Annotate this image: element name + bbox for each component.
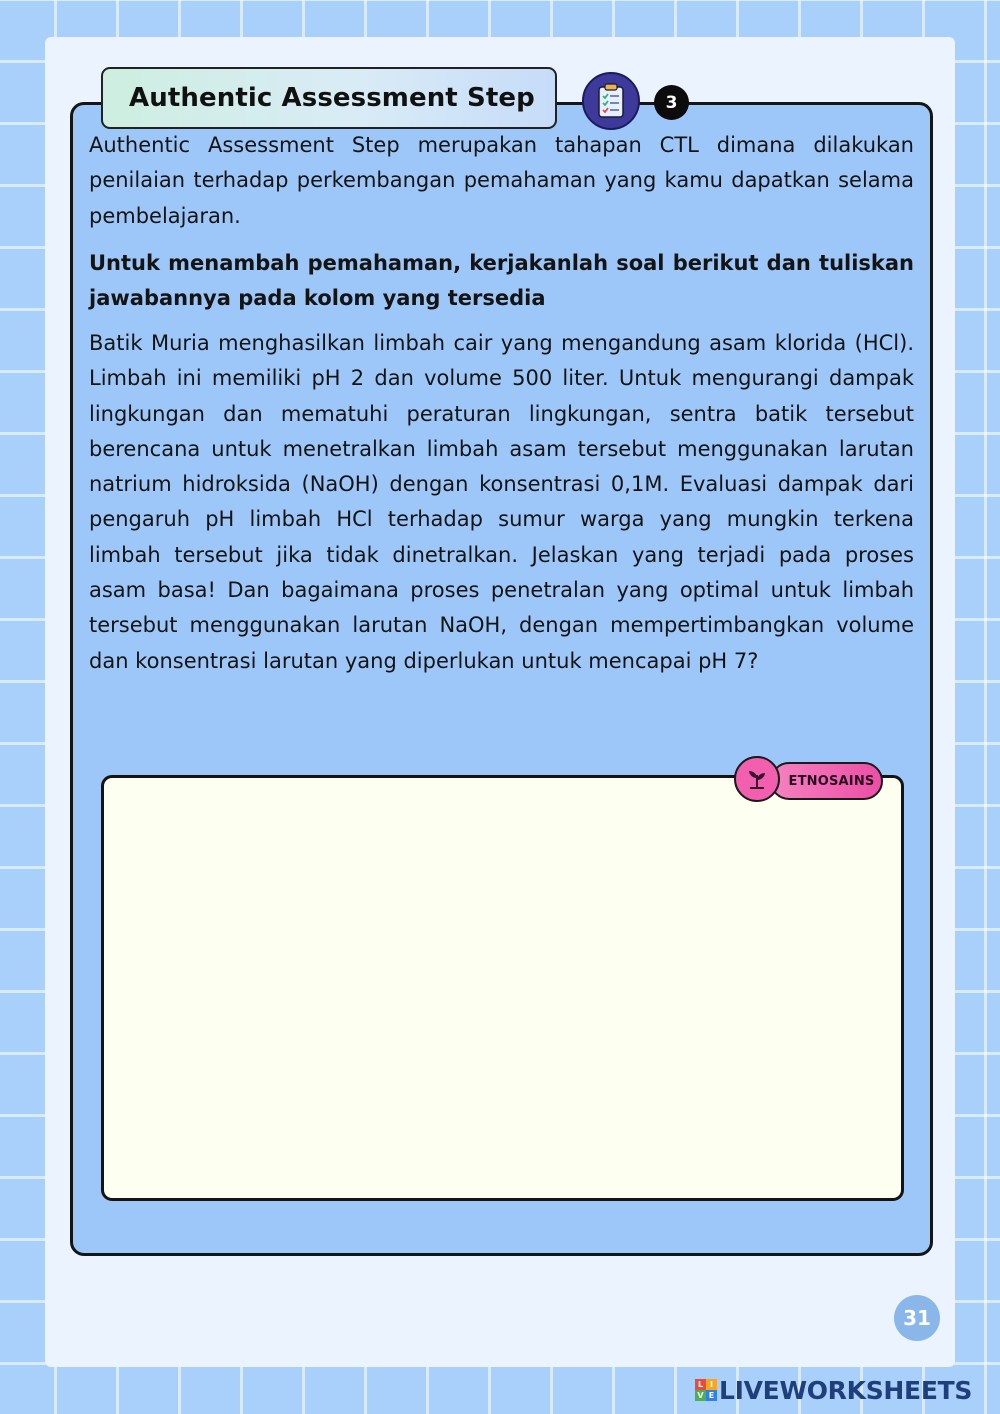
- intro-paragraph: Authentic Assessment Step merupakan tahapan CTL dimana dilakukan penilaian terhadap perkembangan pemahaman yang kamu dapatkan selama pembelajaran.: [89, 133, 914, 228]
- section-title: Authentic Assessment Step: [129, 83, 535, 113]
- step-number-badge: 3: [654, 85, 689, 120]
- etnosains-tag: [770, 762, 883, 800]
- plant-icon: [734, 756, 780, 802]
- checklist-icon: [582, 72, 640, 130]
- logo-letter: L: [695, 1379, 706, 1390]
- liveworksheets-logo[interactable]: [695, 1375, 972, 1405]
- page-number-badge: 31: [894, 1295, 940, 1341]
- logo-letter: I: [706, 1379, 717, 1390]
- logo-letter: E: [706, 1390, 717, 1401]
- problem-paragraph: Batik Muria menghasilkan limbah cair yang mengandung asam klorida (HCl). Limbah ini memiliki pH 2 dan volume 500 liter. Untuk mengurangi dampak lingkungan dan mematuhi peraturan lingkungan, sentra batik tersebut berencana untuk menetralkan limbah asam tersebut menggunakan larutan natrium hidroksida (NaOH) dengan konsentrasi 0,1M. Evaluasi dampak dari pengaruh pH limbah HCl terhadap sumur warga yang mungkin terkena limbah tersebut jika tidak dinetralkan. Jelaskan yang terjadi pada proses asam basa! Dan bagaimana proses penetralan yang optimal untuk limbah tersebut menggunakan larutan NaOH, dengan mempertimbangkan volume dan konsentrasi larutan yang diperlukan untuk mencapai pH 7?: [89, 331, 914, 673]
- brand-name: LIVEWORKSHEETS: [719, 1375, 973, 1405]
- section-title-box: [101, 67, 557, 129]
- etnosains-label: ETNOSAINS: [788, 773, 875, 789]
- instruction-paragraph: Untuk menambah pemahaman, kerjakanlah soal berikut dan tuliskan jawabannya pada kolom yang tersedia: [89, 251, 914, 310]
- liveworksheets-icon: [695, 1379, 717, 1401]
- answer-input-box[interactable]: [101, 775, 904, 1201]
- logo-letter: V: [695, 1390, 706, 1401]
